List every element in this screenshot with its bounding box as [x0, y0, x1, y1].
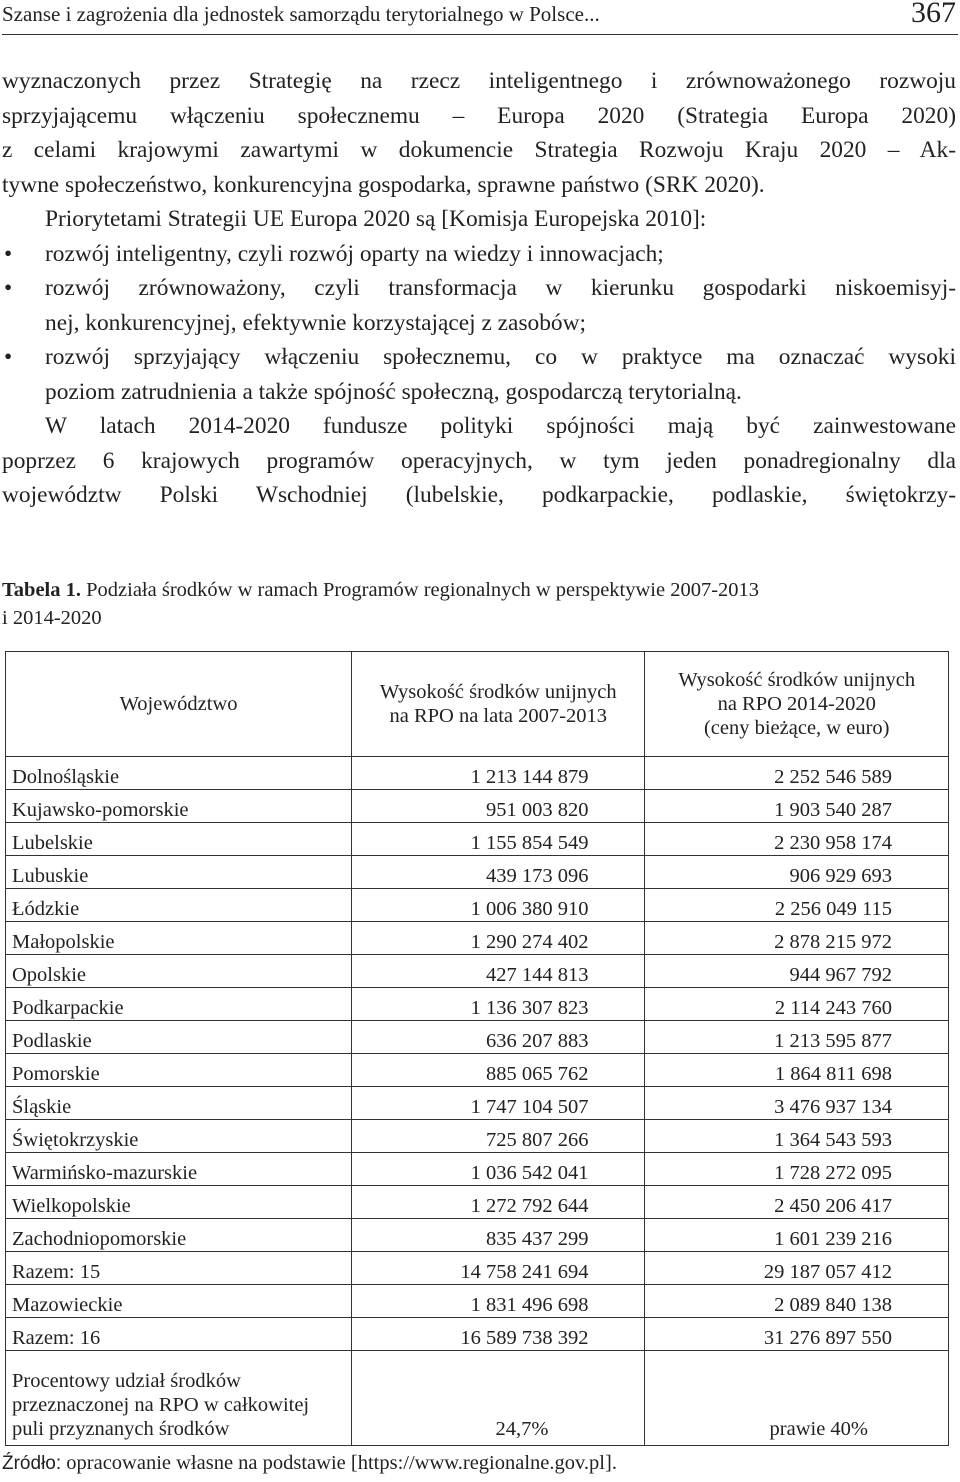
bullet-line: poziom zatrudnienia a także spójność społeczną, gospodarczą terytorialną. — [45, 378, 742, 405]
rpo-2007-2013-cell: 636 207 883 — [352, 1021, 645, 1054]
rpo-2007-2013-cell: 1 290 274 402 — [352, 922, 645, 955]
rpo-2007-2013-cell: 16 589 738 392 — [352, 1318, 645, 1351]
rpo-2014-2020-cell: 1 364 543 593 — [645, 1120, 949, 1153]
rpo-2014-2020-cell: 2 230 958 174 — [645, 823, 949, 856]
bullet-line: nej, konkurencyjnej, efektywnie korzystającej z zasobów; — [45, 309, 587, 336]
rpo-2014-2020-cell: 2 252 546 589 — [645, 757, 949, 790]
region-cell: Dolnośląskie — [6, 757, 352, 790]
source-label: Źródło: — [2, 1453, 62, 1474]
region-cell: Wielkopolskie — [6, 1186, 352, 1219]
rpo-2007-2013-cell: 1 272 792 644 — [352, 1186, 645, 1219]
bullet-icon: • — [4, 275, 13, 301]
share-label-cell — [6, 1351, 352, 1446]
region-cell: Opolskie — [6, 955, 352, 988]
bullet-icon: • — [4, 344, 13, 370]
rpo-2007-2013-cell: 1 747 104 507 — [352, 1087, 645, 1120]
rpo-2014-2020-cell: 2 256 049 115 — [645, 889, 949, 922]
table-caption-label: Tabela 1. — [2, 579, 81, 601]
share-2014-2020-cell: prawie 40% — [645, 1351, 949, 1446]
rpo-2007-2013-cell: 725 807 266 — [352, 1120, 645, 1153]
header-rpo-2014-2020 — [645, 652, 949, 757]
table-row — [6, 856, 949, 889]
source-note — [2, 1452, 617, 1475]
table-row — [6, 1219, 949, 1252]
paragraph-line: z celami krajowymi zawartymi w dokumencie Strategia Rozwoju Kraju 2020 – Ak- — [2, 137, 956, 163]
bullet-line: rozwój inteligentny, czyli rozwój oparty na wiedzy i innowacjach; — [45, 240, 664, 267]
paragraph-line: województw Polski Wschodniej (lubelskie, podkarpackie, podlaskie, świętokrzy- — [2, 482, 956, 508]
table-caption-text: Podziała środków w ramach Programów regionalnych w perspektywie 2007-2013 — [81, 579, 760, 601]
rpo-2007-2013-cell: 1 136 307 823 — [352, 988, 645, 1021]
paragraph-line: poprzez 6 krajowych programów operacyjnych, w tym jeden ponadregionalny dla — [2, 447, 956, 474]
header-label-line: na RPO na lata 2007-2013 — [389, 705, 607, 727]
share-2007-2013-cell: 24,7% — [352, 1351, 645, 1446]
region-cell: Podkarpackie — [6, 988, 352, 1021]
region-cell: Łódzkie — [6, 889, 352, 922]
table-row — [6, 1285, 949, 1318]
rpo-2014-2020-cell: 1 213 595 877 — [645, 1021, 949, 1054]
region-cell: Kujawsko-pomorskie — [6, 790, 352, 823]
table-row-share — [6, 1351, 949, 1446]
bullet-item — [2, 340, 956, 409]
table-row — [6, 955, 949, 988]
bullet-item — [2, 237, 956, 272]
rpo-2007-2013-cell: 1 155 854 549 — [352, 823, 645, 856]
region-cell: Razem: 15 — [6, 1252, 352, 1285]
bullet-item — [2, 271, 956, 340]
rpo-2007-2013-cell: 439 173 096 — [352, 856, 645, 889]
rpo-2014-2020-cell: 29 187 057 412 — [645, 1252, 949, 1285]
table-row — [6, 1186, 949, 1219]
table-row — [6, 1252, 949, 1285]
share-label-line: Procentowy udział środków — [12, 1370, 241, 1392]
rpo-2014-2020-cell: 2 114 243 760 — [645, 988, 949, 1021]
paragraph-3 — [2, 409, 956, 513]
rpo-2014-2020-cell: 2 450 206 417 — [645, 1186, 949, 1219]
region-cell: Śląskie — [6, 1087, 352, 1120]
bullet-icon: • — [4, 240, 13, 267]
region-cell: Mazowieckie — [6, 1285, 352, 1318]
table-row — [6, 823, 949, 856]
body-text — [2, 64, 956, 513]
rpo-2014-2020-cell: 906 929 693 — [645, 856, 949, 889]
table-row — [6, 1318, 949, 1351]
bullet-line: rozwój zrównoważony, czyli transformacja w kierunku gospodarki niskoemisyj- — [45, 275, 956, 301]
table-row — [6, 889, 949, 922]
running-title: Szanse i zagrożenia dla jednostek samorządu terytorialnego w Polsce... — [2, 2, 600, 26]
header-label-line: na RPO 2014-2020 — [717, 693, 876, 715]
table-row — [6, 922, 949, 955]
rpo-2007-2013-cell: 1 036 542 041 — [352, 1153, 645, 1186]
paragraph-line: sprzyjającemu włączeniu społecznemu – Europa 2020 (Strategia Europa 2020) — [2, 102, 956, 129]
region-cell: Podlaskie — [6, 1021, 352, 1054]
page-number: 367 — [911, 0, 956, 29]
paragraph-line: wyznaczonych przez Strategię na rzecz inteligentnego i zrównoważonego rozwoju — [2, 68, 956, 94]
rpo-2007-2013-cell: 951 003 820 — [352, 790, 645, 823]
paragraph-2 — [2, 202, 956, 237]
region-cell: Razem: 16 — [6, 1318, 352, 1351]
running-header — [2, 0, 958, 35]
table-header-row — [6, 652, 949, 757]
source-text: opracowanie własne na podstawie [https://www.regionalne.gov.pl]. — [61, 1452, 617, 1474]
header-label-line: Wysokość środków unijnych — [678, 669, 916, 691]
bullet-line: rozwój sprzyjający włączeniu społecznemu, co w praktyce ma oznaczać wysoki — [45, 344, 956, 370]
rpo-2014-2020-cell: 1 903 540 287 — [645, 790, 949, 823]
rpo-2014-2020-cell: 31 276 897 550 — [645, 1318, 949, 1351]
paragraph-intro: Priorytetami Strategii UE Europa 2020 są [Komisja Europejska 2010]: — [45, 206, 707, 232]
table-row — [6, 1054, 949, 1087]
region-cell: Świętokrzyskie — [6, 1120, 352, 1153]
region-cell: Zachodniopomorskie — [6, 1219, 352, 1252]
table-row — [6, 1087, 949, 1120]
paragraph-1 — [2, 64, 956, 202]
header-region — [6, 652, 352, 757]
region-cell: Pomorskie — [6, 1054, 352, 1087]
region-cell: Lubelskie — [6, 823, 352, 856]
region-cell: Warmińsko-mazurskie — [6, 1153, 352, 1186]
rpo-2007-2013-cell: 427 144 813 — [352, 955, 645, 988]
rpo-2007-2013-cell: 1 213 144 879 — [352, 757, 645, 790]
rpo-2014-2020-cell: 2 878 215 972 — [645, 922, 949, 955]
rpo-2007-2013-cell: 14 758 241 694 — [352, 1252, 645, 1285]
table-row — [6, 1120, 949, 1153]
rpo-2007-2013-cell: 885 065 762 — [352, 1054, 645, 1087]
rpo-2014-2020-cell: 2 089 840 138 — [645, 1285, 949, 1318]
table-row — [6, 1021, 949, 1054]
share-label-line: puli przyznanych środków — [12, 1418, 230, 1440]
table-row — [6, 988, 949, 1021]
region-cell: Małopolskie — [6, 922, 352, 955]
table-caption-text-line2: i 2014-2020 — [2, 607, 102, 629]
rpo-2014-2020-cell: 1 728 272 095 — [645, 1153, 949, 1186]
table-row — [6, 757, 949, 790]
rpo-2007-2013-cell: 1 006 380 910 — [352, 889, 645, 922]
rpo-2007-2013-cell: 835 437 299 — [352, 1219, 645, 1252]
rpo-2014-2020-cell: 3 476 937 134 — [645, 1087, 949, 1120]
table-body — [6, 757, 949, 1351]
paragraph-line: tywne społeczeństwo, konkurencyjna gospodarka, sprawne państwo (SRK 2020). — [2, 171, 765, 198]
share-label-line: przeznaczonej na RPO w całkowitej — [12, 1394, 310, 1416]
table-caption — [2, 576, 942, 632]
table-row — [6, 790, 949, 823]
region-cell: Lubuskie — [6, 856, 352, 889]
rpo-2014-2020-cell: 1 601 239 216 — [645, 1219, 949, 1252]
rpo-2007-2013-cell: 1 831 496 698 — [352, 1285, 645, 1318]
table-row — [6, 1153, 949, 1186]
rpo-2014-2020-cell: 944 967 792 — [645, 955, 949, 988]
rpo-2014-2020-cell: 1 864 811 698 — [645, 1054, 949, 1087]
header-label-line: (ceny bieżące, w euro) — [703, 717, 890, 739]
header-label-line: Wysokość środków unijnych — [379, 681, 617, 703]
paragraph-line: W latach 2014-2020 fundusze polityki spójności mają być zainwestowane — [45, 413, 956, 439]
header-region-label: Województwo — [119, 693, 238, 715]
header-rpo-2007-2013 — [352, 652, 645, 757]
rpo-funds-table — [5, 651, 949, 1446]
